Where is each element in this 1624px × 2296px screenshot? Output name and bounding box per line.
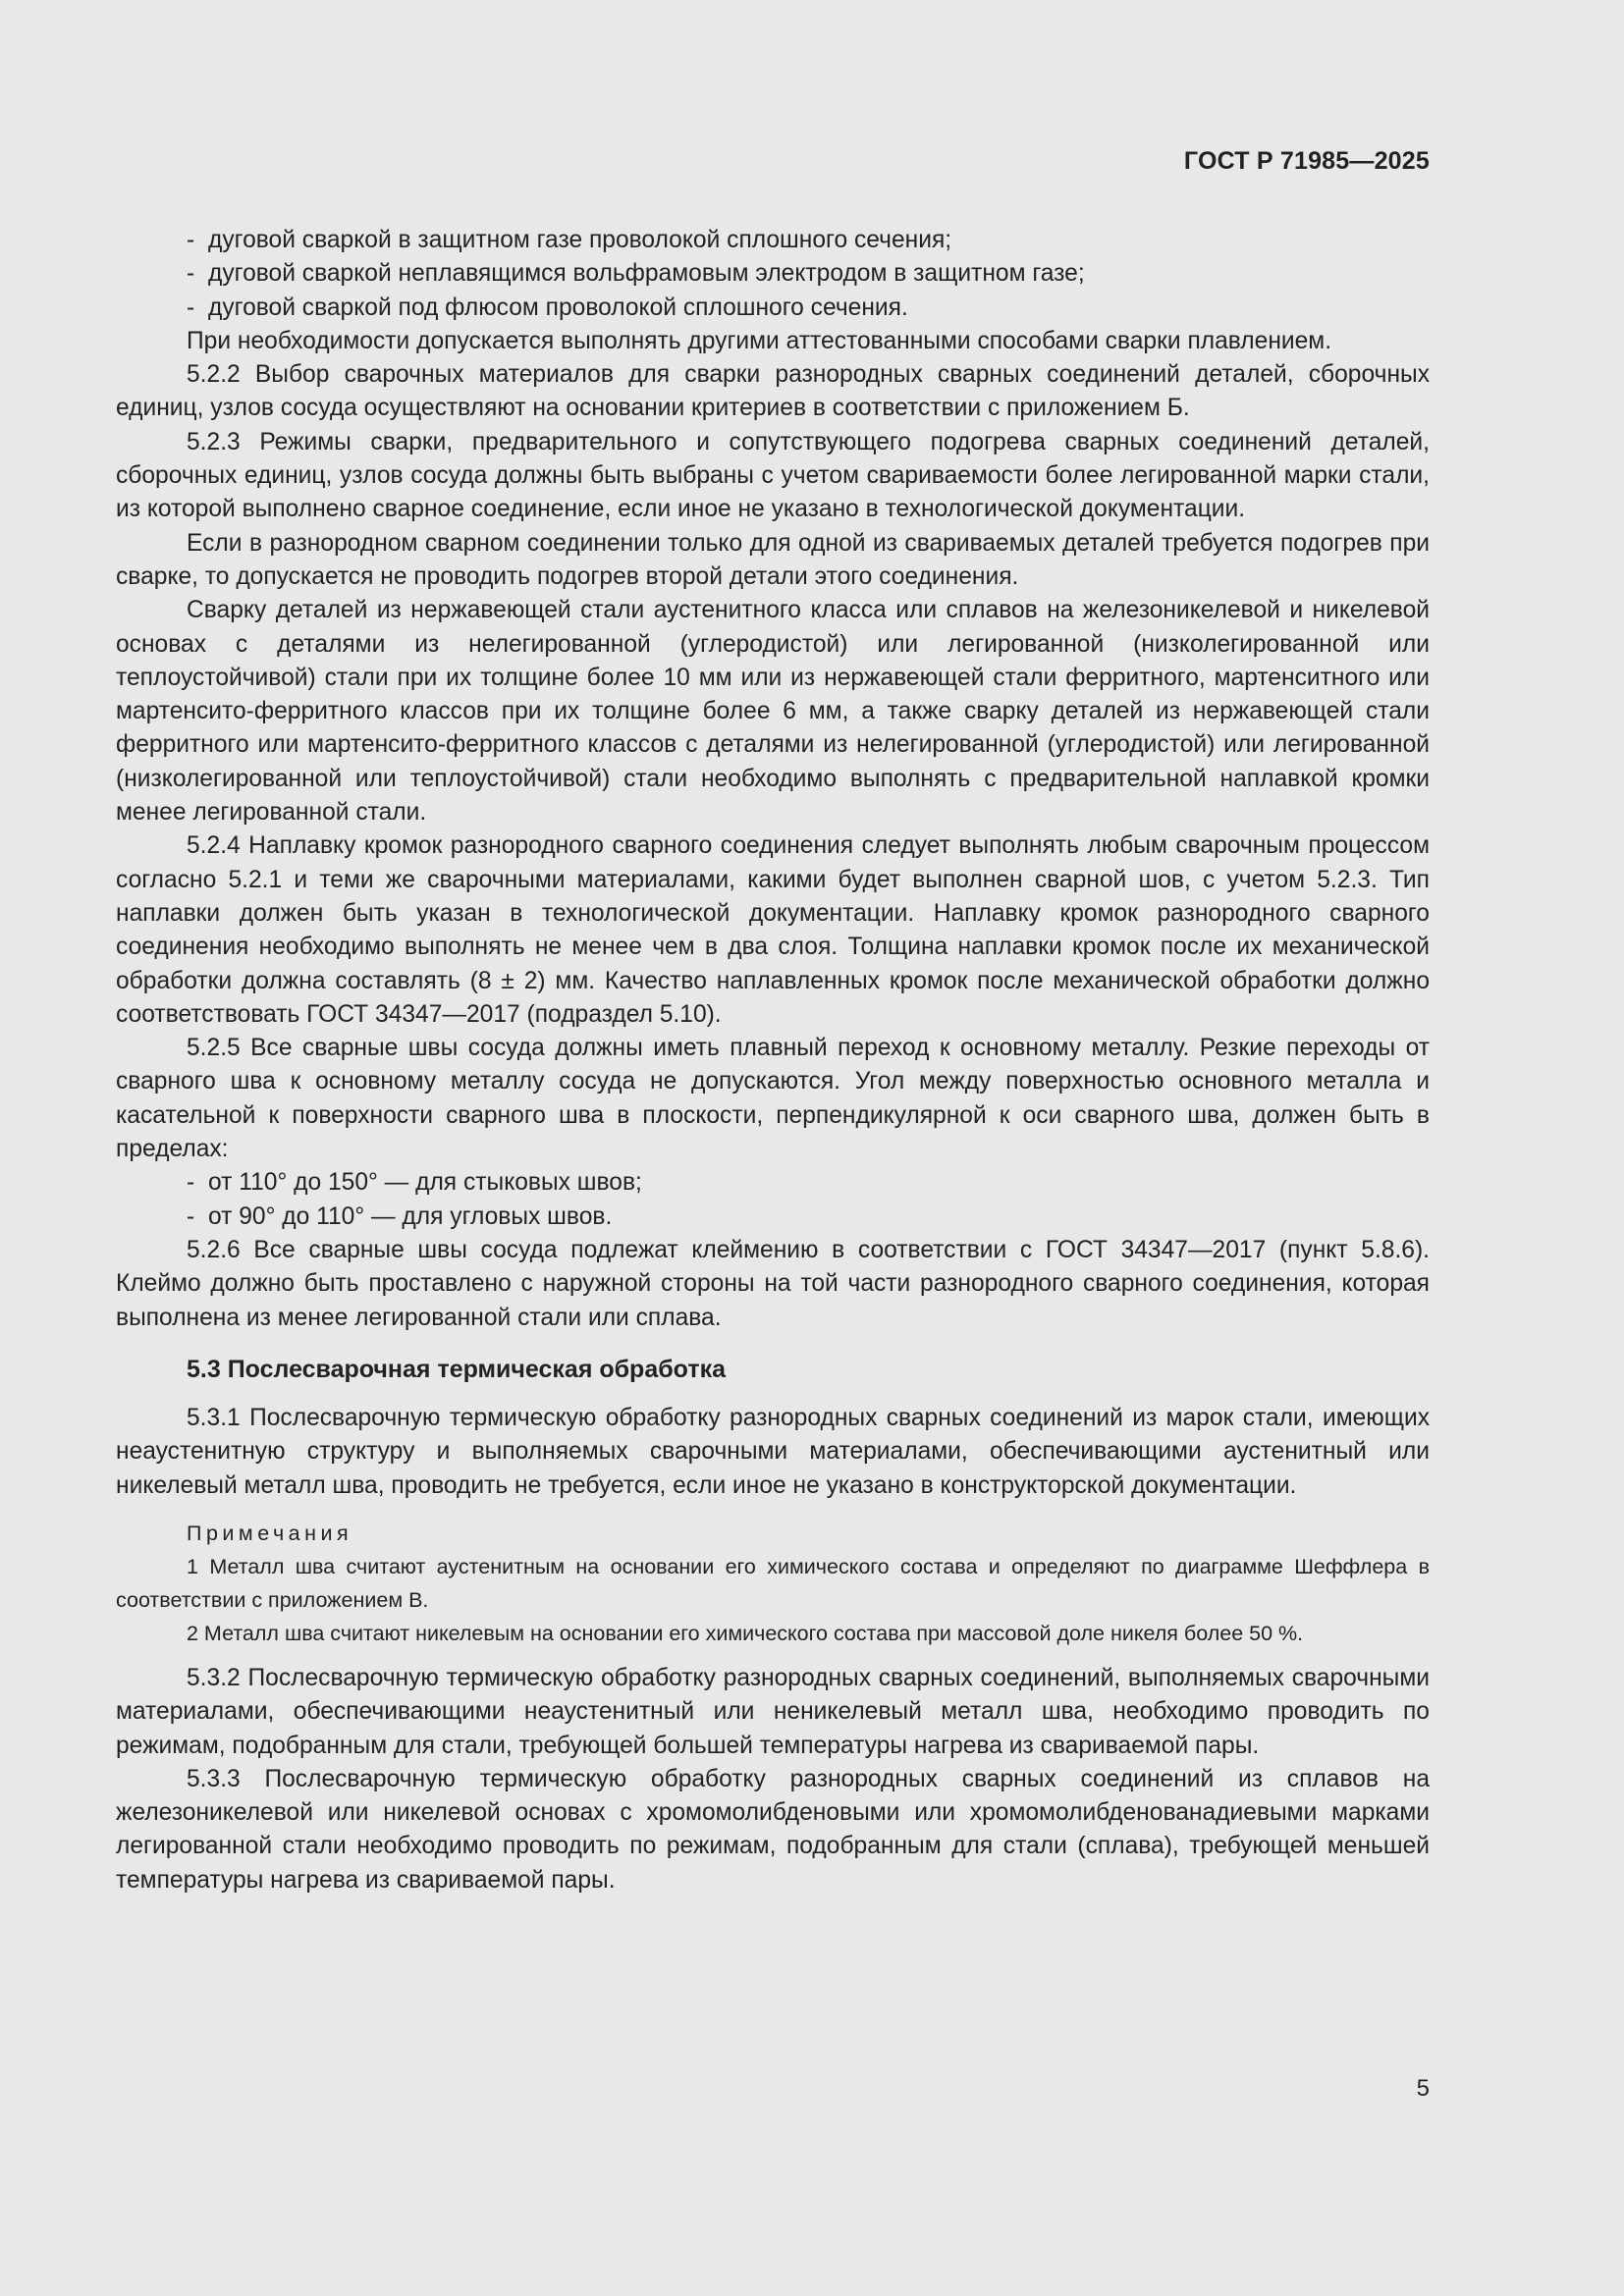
paragraph: Если в разнородном сварном соединении только для одной из свариваемых деталей требуется подогрев при сварке, то допускается не проводить подогрев второй детали этого соединения. (116, 529, 1430, 590)
clause-5-2-5: 5.2.5 Все сварные швы сосуда должны иметь плавный переход к основному металлу. Резкие переходы от сварного шва к основному металлу сосуда не допускаются. Угол между поверхностью основного металла и касательной к поверхности сварного шва в плоскости, перпендикулярной к оси сварного шва, должен быть в пределах: (116, 1035, 1430, 1163)
list-item: - дуговой сваркой под флюсом проволокой сплошного сечения. (187, 294, 908, 321)
clause-5-2-4: 5.2.4 Наплавку кромок разнородного сварного соединения следует выполнять любым сварочным процессом согласно 5.2.1 и теми же сварочными материалами, какими будет выполнен сварной шов, с учетом 5.2.3. Тип наплавки должен быть указан в технологической документации. Наплавку кромок разнородного сварного соединения необходимо выполнять не менее чем в два слоя. Толщина наплавки кромок после их механической обработки должна составлять (8 ± 2) мм. Качество наплавленных кромок после механической обработки должно соответствовать ГОСТ 34347—2017 (подраздел 5.10). (116, 832, 1430, 1028)
notes-block (116, 1517, 1430, 1650)
list-item: - дуговой сваркой в защитном газе проволокой сплошного сечения; (187, 227, 952, 253)
page-number: 5 (1416, 2075, 1430, 2102)
document-code: ГОСТ Р 71985—2025 (1183, 147, 1430, 175)
list-item: - от 110° до 150° — для стыковых швов; (187, 1169, 642, 1197)
clause-5-2-3: 5.2.3 Режимы сварки, предварительного и сопутствующего подогрева сварных соединений деталей, сборочных единиц, узлов сосуда должны быть выбраны с учетом свариваемости более легированной марки стали, из которой выполнено сварное соединение, если иное не указано в технологической документации. (116, 428, 1430, 523)
list-item: - дуговой сваркой неплавящимся вольфрамовым электродом в защитном газе; (187, 260, 1085, 288)
document-body (116, 224, 1430, 1897)
note-2: 2 Металл шва считают никелевым на основании его химического состава при массовой доле никеля более 50 %. (187, 1621, 1304, 1645)
notes-title: Примечания (187, 1521, 353, 1545)
clause-5-2-6: 5.2.6 Все сварные швы сосуда подлежат клеймению в соответствии с ГОСТ 34347—2017 (пункт 5.8.6). Клеймо должно быть проставлено с наружной стороны на той части разнородного сварного соединения, которая выполнена из менее легированной стали или сплава. (116, 1236, 1430, 1331)
clause-5-3-1: 5.3.1 Послесварочную термическую обработку разнородных сварных соединений из марок стали, имеющих неаустенитную структуру и выполняемых сварочными материалами, обеспечивающими аустенитный или никелевый металл шва, проводить не требуется, если иное не указано в конструкторской документации. (116, 1405, 1430, 1499)
clause-5-2-2: 5.2.2 Выбор сварочных материалов для сварки разнородных сварных соединений деталей, сборочных единиц, узлов сосуда осуществляют на основании критериев в соответствии с приложением Б. (116, 361, 1430, 422)
section-heading: 5.3 Послесварочная термическая обработка (187, 1355, 726, 1383)
clause-5-3-2: 5.3.2 Послесварочную термическую обработку разнородных сварных соединений, выполняемых сварочными материалами, обеспечивающими неаустенитный или неникелевый металл шва, необходимо проводить по режимам, подобранным для стали, требующей большей температуры нагрева из свариваемой пары. (116, 1664, 1430, 1759)
note-1: 1 Металл шва считают аустенитным на основании его химического состава и определяют по диаграмме Шеффлера в соответствии с приложением В. (116, 1554, 1430, 1612)
clause-5-3-3: 5.3.3 Послесварочную термическую обработку разнородных сварных соединений из сплавов на железоникелевой или никелевой основах с хромомолибденовыми или хромомолибденованадиевыми марками легированной стали необходимо проводить по режимам, подобранным для стали (сплава), требующей меньшей температуры нагрева из свариваемой пары. (116, 1765, 1430, 1894)
list-item: - от 90° до 110° — для угловых швов. (187, 1202, 613, 1230)
paragraph: При необходимости допускается выполнять другими аттестованными способами сварки плавлением. (187, 327, 1332, 354)
paragraph: Сварку деталей из нержавеющей стали аустенитного класса или сплавов на железоникелевой и никелевой основах с деталями из нелегированной (углеродистой) или легированной (низколегированной или теплоустойчивой) стали при их толщине более 10 мм или из нержавеющей стали ферритного, мартенситного или мартенсито-ферритного классов при их толщине более 6 мм, а также сварку деталей из нержавеющей стали ферритного или мартенсито-ферритного классов с деталями из нелегированной (углеродистой) или легированной (низколегированной или теплоустойчивой) стали необходимо выполнять с предварительной наплавкой кромки менее легированной стали. (116, 597, 1430, 827)
